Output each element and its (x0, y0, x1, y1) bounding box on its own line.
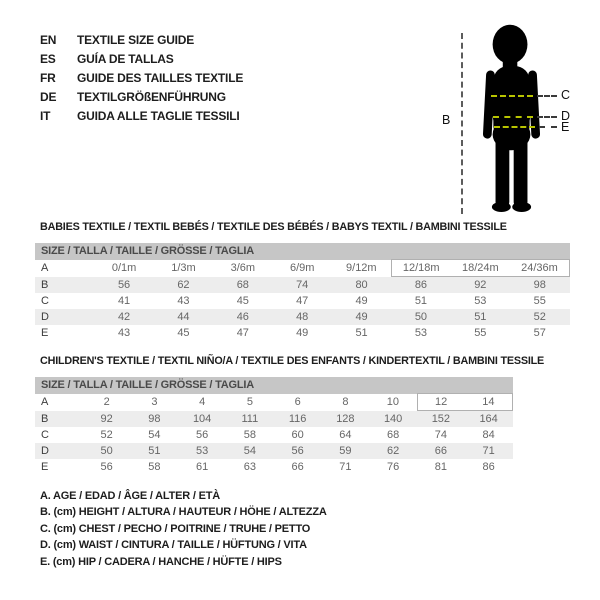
size-cell: 74 (273, 277, 332, 294)
size-cell: 59 (322, 443, 370, 459)
size-cell: 45 (236, 295, 249, 307)
height-measure-line (461, 33, 463, 214)
size-cell: 43 (117, 327, 131, 339)
language-title: TEXTILE SIZE GUIDE (77, 33, 195, 47)
size-cell: 86 (391, 277, 450, 294)
size-cell: 56 (100, 461, 113, 473)
size-header-row (35, 243, 570, 260)
size-cell: 3 (151, 396, 158, 408)
size-cell: 56 (94, 277, 153, 294)
size-cell: 54 (226, 443, 274, 459)
waist-leader-line (537, 116, 557, 118)
table-row-B (35, 277, 570, 294)
size-cell: 53 (474, 295, 487, 307)
size-cell: 61 (196, 461, 209, 473)
hip-label: E (561, 120, 570, 134)
language-row-it (40, 107, 243, 126)
row-label: D (35, 309, 94, 325)
table-row-E (35, 325, 570, 341)
size-cell: 3/6m (230, 262, 256, 274)
language-title: TEXTILGRÖßENFÜHRUNG (77, 90, 226, 104)
size-cell: 53 (414, 327, 428, 339)
legend-chest: C. (cm) CHEST / PECHO / POITRINE / TRUHE / PETTO (40, 522, 311, 535)
size-cell: 68 (387, 429, 400, 441)
legend-age: A. AGE / EDAD / ÂGE / ALTER / ETÀ (40, 490, 221, 502)
children-size-table (35, 377, 513, 475)
size-cell: 8 (342, 396, 349, 408)
row-label: A (41, 262, 49, 274)
row-label: E (41, 327, 49, 339)
size-cell: 63 (243, 461, 256, 473)
table-row-D (35, 443, 513, 459)
size-cell: 5 (246, 396, 253, 408)
size-header-bar: SIZE / TALLA / TAILLE / GRÖSSE / TAGLIA (35, 243, 570, 260)
size-cell: 76 (387, 461, 400, 473)
table-row-A (35, 394, 513, 411)
size-cell: 50 (83, 443, 131, 459)
size-cell: 62 (369, 443, 417, 459)
row-label: A (41, 396, 49, 408)
size-cell: 12 (417, 394, 465, 411)
table-row-C (35, 293, 570, 309)
size-cell: 71 (339, 461, 352, 473)
size-cell: 42 (94, 309, 153, 325)
size-cell: 14 (465, 394, 513, 411)
height-label: B (442, 113, 451, 127)
size-cell: 98 (510, 277, 570, 294)
size-cell: 51 (355, 327, 368, 339)
waist-measure-line (493, 116, 533, 118)
size-cell: 49 (332, 309, 391, 325)
size-cell: 51 (451, 309, 510, 325)
table-row-B (35, 411, 513, 428)
size-cell: 53 (178, 443, 226, 459)
size-cell: 92 (83, 411, 131, 428)
language-code: ES (40, 52, 56, 66)
language-code: DE (40, 90, 57, 104)
size-cell: 60 (291, 429, 304, 441)
language-title: GUIDA ALLE TAGLIE TESSILI (77, 109, 240, 123)
hip-leader-line (539, 126, 557, 128)
size-cell: 9/12m (346, 262, 377, 274)
size-cell: 71 (465, 443, 513, 459)
size-cell: 140 (369, 411, 417, 428)
size-cell: 68 (213, 277, 272, 294)
size-cell: 116 (274, 411, 322, 428)
size-cell: 46 (213, 309, 272, 325)
size-cell: 58 (243, 429, 256, 441)
size-cell: 12/18m (391, 260, 450, 277)
waist-label: D (561, 109, 571, 123)
babies-section-title: BABIES TEXTILE / TEXTIL BEBÉS / TEXTILE DES BÉBÉS / BABYS TEXTIL / BAMBINI TESSILE (40, 221, 507, 233)
size-header-bar: SIZE / TALLA / TAILLE / GRÖSSE / TAGLIA (35, 377, 513, 394)
size-cell: 80 (332, 277, 391, 294)
size-cell: 55 (533, 295, 546, 307)
size-cell: 6 (294, 396, 301, 408)
size-cell: 24/36m (510, 260, 570, 277)
language-code: FR (40, 71, 56, 85)
size-cell: 55 (474, 327, 487, 339)
size-cell: 64 (339, 429, 352, 441)
size-cell: 52 (100, 429, 113, 441)
size-cell: 104 (178, 411, 226, 428)
table-row-C (35, 427, 513, 443)
language-row-fr (40, 69, 243, 88)
table-row-E (35, 459, 513, 475)
size-cell: 44 (154, 309, 213, 325)
children-section-title: CHILDREN'S TEXTILE / TEXTIL NIÑO/A / TEXTILE DES ENFANTS / KINDERTEXTIL / BAMBINI TESSILE (40, 355, 545, 367)
size-cell: 128 (322, 411, 370, 428)
legend-waist: D. (cm) WAIST / CINTURA / TAILLE / HÜFTUNG / VITA (40, 539, 307, 552)
size-cell: 10 (386, 396, 399, 408)
hip-measure-line (494, 126, 535, 128)
size-cell: 58 (148, 461, 161, 473)
size-cell: 50 (391, 309, 450, 325)
row-label: E (41, 461, 49, 473)
language-row-es (40, 50, 243, 69)
legend-hip: E. (cm) HIP / CADERA / HANCHE / HÜFTE / HIPS (40, 555, 282, 568)
size-cell: 51 (414, 295, 428, 307)
size-cell: 56 (196, 429, 209, 441)
size-cell: 0/1m (111, 262, 137, 274)
size-cell: 74 (434, 429, 447, 441)
size-cell: 1/3m (171, 262, 196, 274)
size-cell: 52 (510, 309, 570, 325)
language-title: GUIDE DES TAILLES TEXTILE (77, 71, 244, 85)
language-code: EN (40, 33, 57, 47)
language-title: GUÍA DE TALLAS (77, 52, 174, 66)
size-cell: 2 (103, 396, 110, 408)
size-cell: 98 (131, 411, 179, 428)
chest-leader-line (537, 95, 557, 97)
row-label: C (41, 429, 49, 441)
size-cell: 92 (451, 277, 510, 294)
chest-measure-line (491, 95, 533, 97)
size-cell: 6/9m (289, 262, 315, 274)
babies-size-table (35, 243, 570, 341)
language-row-en (40, 31, 243, 50)
size-cell: 51 (131, 443, 179, 459)
size-cell: 4 (199, 396, 206, 408)
size-cell: 49 (355, 295, 368, 307)
row-label: B (35, 411, 83, 428)
size-cell: 84 (482, 429, 495, 441)
size-cell: 18/24m (451, 260, 510, 277)
size-cell: 47 (236, 327, 249, 339)
language-row-de (40, 88, 243, 107)
size-cell: 81 (434, 461, 447, 473)
size-header-row (35, 377, 513, 394)
size-cell: 62 (154, 277, 213, 294)
size-cell: 45 (177, 327, 190, 339)
size-cell: 57 (533, 327, 546, 339)
size-cell: 66 (417, 443, 465, 459)
size-cell: 49 (296, 327, 309, 339)
chest-label: C (561, 88, 571, 102)
measurement-legend (40, 488, 327, 570)
row-label: B (35, 277, 94, 294)
language-code: IT (40, 109, 51, 123)
size-cell: 43 (177, 295, 190, 307)
row-label: C (41, 295, 49, 307)
size-cell: 47 (296, 295, 309, 307)
size-cell: 66 (291, 461, 304, 473)
language-list (40, 31, 243, 126)
row-label: D (35, 443, 83, 459)
size-cell: 56 (274, 443, 322, 459)
legend-height: B. (cm) HEIGHT / ALTURA / HAUTEUR / HÖHE / ALTEZZA (40, 506, 327, 519)
size-cell: 54 (148, 429, 161, 441)
table-row-A (35, 260, 570, 277)
size-cell: 41 (117, 295, 131, 307)
size-cell: 152 (417, 411, 465, 428)
size-cell: 86 (482, 461, 495, 473)
child-silhouette-icon (474, 24, 549, 220)
size-cell: 164 (465, 411, 513, 428)
size-cell: 48 (273, 309, 332, 325)
size-cell: 111 (226, 411, 274, 428)
table-row-D (35, 309, 570, 325)
